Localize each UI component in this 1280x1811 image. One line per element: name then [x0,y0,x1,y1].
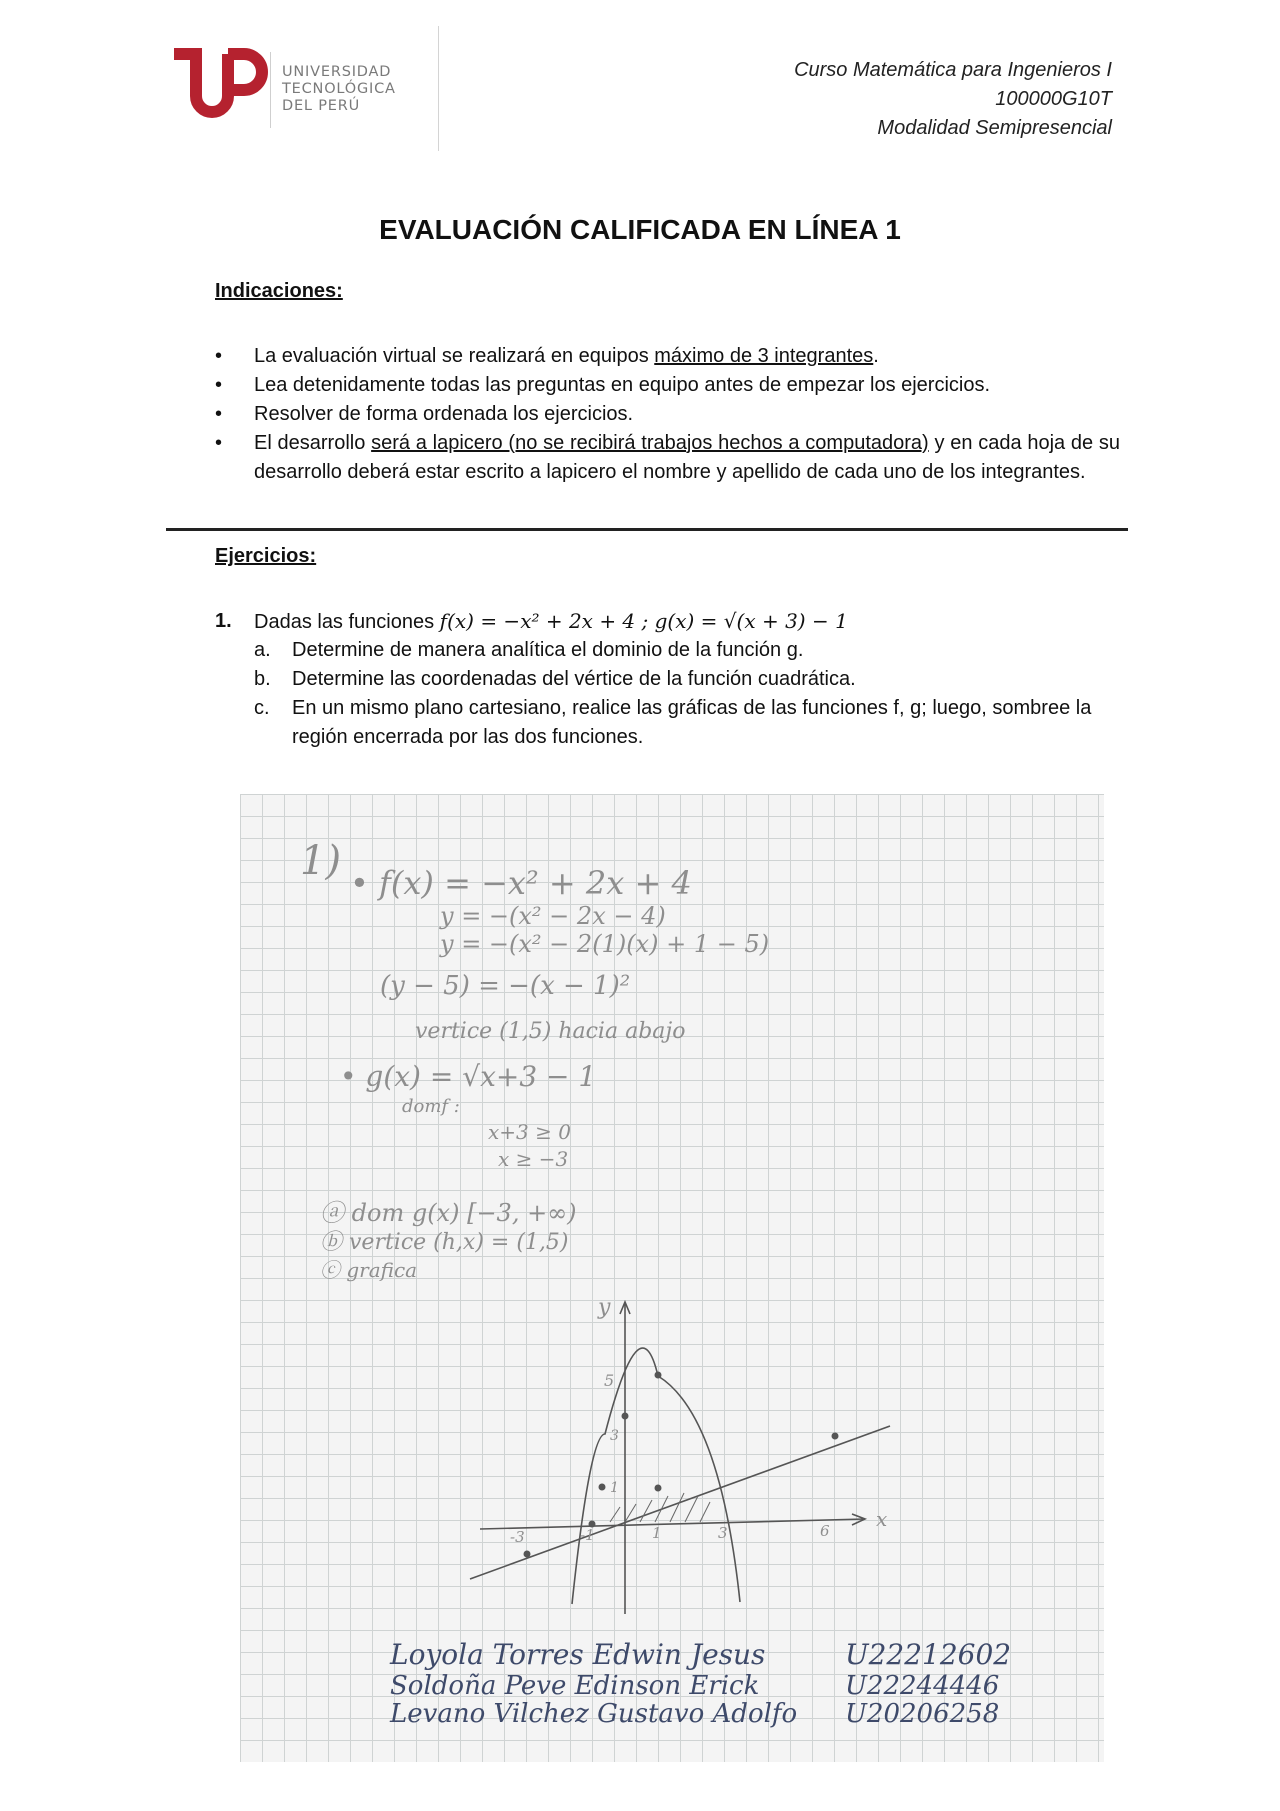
hw-line-3: y = −(x² − 2(1)(x) + 1 − 5) [440,930,770,958]
part-b [254,665,1120,694]
logo-divider [270,52,271,128]
hw-code-2: U22244446 [845,1671,1000,1701]
hw-tick-neg1: -1 [580,1526,595,1544]
hw-tick-x6: 6 [820,1522,830,1540]
exercise-parts [254,636,1120,752]
hw-name-3: Levano Vilchez Gustavo Adolfo [390,1699,798,1729]
hw-graph [470,1302,890,1614]
hw-line-9: x ≥ −3 [498,1147,569,1171]
function-separator: ; [635,609,655,633]
part-b-label: b. [254,668,271,690]
indicacion-4-text: El desarrollo [254,432,372,454]
exercise-intro: Dadas las funciones [254,611,440,633]
hw-tick-5: 5 [604,1371,615,1390]
part-c-label: c. [254,697,270,719]
hw-g-line [470,1426,890,1579]
part-c [254,694,1120,752]
part-b-text: Determine las coordenadas del vértice de la función cuadrática. [292,668,856,690]
university-line-3: DEL PERÚ [282,98,361,114]
university-line-2: TECNOLÓGICA [282,81,396,97]
indicacion-1-underlined: máximo de 3 integrantes [654,345,874,367]
handwritten-solution-photo [240,794,1104,1762]
ejercicios-heading: Ejercicios: [215,545,317,567]
hw-x-axis [480,1519,865,1529]
hw-name-2: Soldoña Peve Edinson Erick [390,1671,760,1701]
course-info [794,56,1112,143]
course-name: Curso Matemática para Ingenieros I [794,59,1112,81]
course-code: 100000G10T [995,88,1112,110]
course-mode: Modalidad Semipresencial [877,117,1112,139]
hw-graph-points [524,1372,839,1558]
part-a-label: a. [254,639,271,661]
hw-tick-1: 1 [610,1480,619,1496]
indicacion-1 [215,342,1120,371]
hw-line-6: • g(x) = √x+3 − 1 [340,1060,597,1093]
header-divider [438,26,439,151]
indicacion-4-underlined: será a lapicero (no se recibirá trabajos hechos a computadora) [371,432,929,454]
hw-code-3: U20206258 [845,1699,1000,1729]
part-c-text: En un mismo plano cartesiano, realice las gráficas de las funciones f, g; luego, sombree la región encerrada por las dos funciones. [292,697,1092,748]
part-a-text: Determine de manera analítica el dominio de la función g. [292,639,804,661]
hw-parabola [572,1348,740,1604]
indicaciones-list [215,342,1120,487]
hw-line-8: x+3 ≥ 0 [488,1120,571,1144]
utp-logo [170,48,270,132]
university-name [282,64,396,115]
function-f: f(x) = −x² + 2x + 4 [439,609,636,633]
hw-line-5: vertice (1,5) hacia abajo [415,1019,686,1044]
hw-tick-3: 3 [610,1428,619,1444]
hw-axis-y-label: y [598,1295,611,1320]
hw-line-11: ⓑ vertice (h,x) = (1,5) [320,1230,569,1255]
part-a [254,636,1120,665]
hw-line-2: y = −(x² − 2x − 4) [440,902,666,930]
hw-name-1: Loyola Torres Edwin Jesus [390,1638,766,1671]
hw-tick-x1: 1 [652,1524,662,1542]
indicaciones-heading: Indicaciones: [215,280,343,302]
page-title: EVALUACIÓN CALIFICADA EN LÍNEA 1 [379,214,901,245]
hw-axis-x-label: x [876,1507,888,1531]
hw-line-4: (y − 5) = −(x − 1)² [380,971,631,1001]
indicacion-1-text: La evaluación virtual se realizará en equipos [254,345,655,367]
indicacion-1-end: . [873,345,879,367]
hw-line-12: ⓒ grafica [320,1258,418,1282]
hw-line-10: ⓐ dom g(x) [−3, +∞) [320,1199,577,1227]
exercise-statement [254,607,848,637]
indicacion-4 [215,429,1120,487]
university-line-1: UNIVERSIDAD [282,64,392,80]
hw-question-number: 1) [300,838,342,884]
hw-line-7: domf : [402,1096,460,1117]
hw-line-1: • f(x) = −x² + 2x + 4 [350,864,692,902]
section-divider [166,528,1128,531]
handwriting-layer [240,794,1104,1762]
hw-tick-neg3: -3 [510,1528,525,1546]
indicacion-2: • Lea detenidamente todas las preguntas en equipo antes de empezar los ejercicios. [215,371,1120,400]
exercise-number: 1. [215,610,232,632]
function-g: g(x) = √(x + 3) − 1 [654,609,848,633]
hw-code-1: U22212602 [845,1638,1012,1671]
indicacion-3: • Resolver de forma ordenada los ejercicios. [215,400,1120,429]
indicacion-4-end: y en cada hoja de su desarrollo deberá estar escrito a lapicero el nombre y apellido de cada uno de los integrantes. [254,432,1120,483]
hw-tick-x3: 3 [718,1524,728,1542]
